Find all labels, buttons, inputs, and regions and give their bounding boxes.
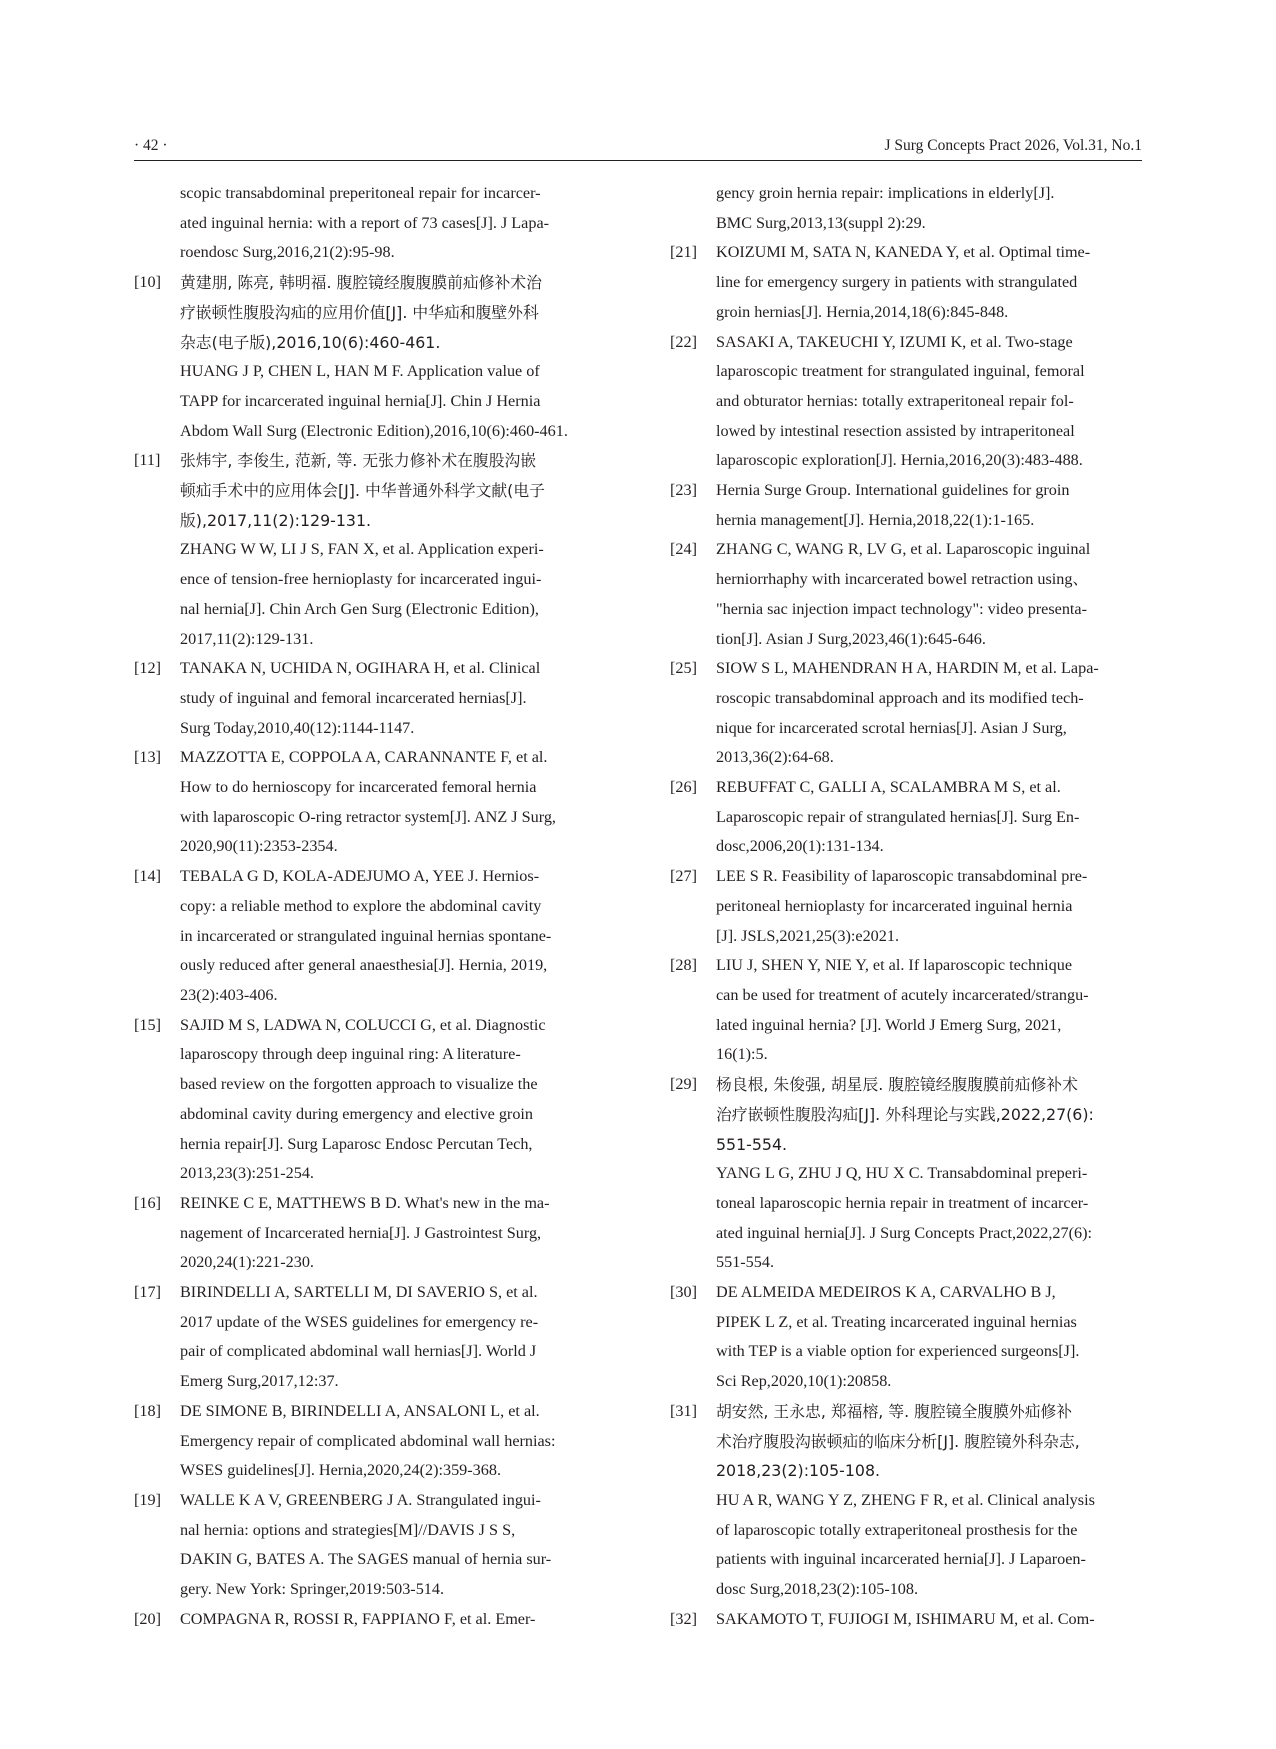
reference-number: [12] — [134, 659, 161, 678]
reference-entry — [670, 1397, 1144, 1486]
reference-text-line: DAKIN G, BATES A. The SAGES manual of hernia sur- — [180, 1550, 552, 1569]
reference-column-right — [670, 179, 1144, 1634]
reference-text-line: How to do hernioscopy for incarcerated femoral hernia — [180, 778, 537, 797]
reference-text-line: 2020,90(11):2353-2354. — [180, 837, 338, 856]
reference-text-line: TAPP for incarcerated inguinal hernia[J]. Chin J Hernia — [180, 391, 541, 410]
reference-text-line: Emergency repair of complicated abdominal wall hernias: — [180, 1431, 556, 1450]
reference-text-line: pair of complicated abdominal wall hernias[J]. World J — [180, 1342, 537, 1361]
reference-text-line: hernia management[J]. Hernia,2018,22(1):1-165. — [716, 510, 1035, 529]
reference-text-line: TEBALA G D, KOLA-ADEJUMO A, YEE J. Hernios- — [180, 867, 540, 886]
reference-text-line: 顿疝手术中的应用体会[J]. 中华普通外科学文献(电子 — [180, 481, 545, 501]
reference-text-line: BIRINDELLI A, SARTELLI M, DI SAVERIO S, et al. — [180, 1283, 538, 1302]
reference-text-line: YANG L G, ZHU J Q, HU X C. Transabdominal preperi- — [716, 1164, 1088, 1183]
reference-text-line: gency groin hernia repair: implications in elderly[J]. — [716, 184, 1055, 202]
reference-text-line: of laparoscopic totally extraperitoneal prosthesis for the — [716, 1520, 1078, 1539]
reference-text-line: 23(2):403-406. — [180, 985, 278, 1004]
reference-number: [14] — [134, 867, 161, 886]
reference-number: [11] — [134, 451, 161, 470]
reference-text-line: PIPEK L Z, et al. Treating incarcerated inguinal hernias — [716, 1312, 1077, 1331]
reference-entry — [134, 535, 612, 654]
reference-text-line: BMC Surg,2013,13(suppl 2):29. — [716, 213, 926, 232]
reference-entry — [134, 743, 612, 862]
reference-entry — [670, 1278, 1144, 1397]
reference-entry — [670, 1486, 1144, 1605]
reference-number: [15] — [134, 1015, 161, 1034]
reference-text-line: nique for incarcerated scrotal hernias[J]. Asian J Surg, — [716, 718, 1067, 737]
header-rule — [134, 160, 1142, 161]
reference-text-line: 16(1):5. — [716, 1045, 768, 1064]
reference-text-line: abdominal cavity during emergency and elective groin — [180, 1104, 534, 1123]
reference-text-line: DE SIMONE B, BIRINDELLI A, ANSALONI L, et al. — [180, 1401, 540, 1420]
reference-text-line: dosc,2006,20(1):131-134. — [716, 837, 884, 856]
reference-text-line: study of inguinal and femoral incarcerated hernias[J]. — [180, 688, 527, 707]
reference-entry — [134, 1397, 612, 1486]
reference-entry — [670, 238, 1144, 327]
reference-text-line: hernia repair[J]. Surg Laparosc Endosc Percutan Tech, — [180, 1134, 533, 1153]
reference-number: [24] — [670, 540, 697, 559]
reference-text-line: Abdom Wall Surg (Electronic Edition),2016,10(6):460-461. — [180, 421, 568, 440]
reference-entry — [134, 179, 612, 268]
reference-text-line: 杂志(电子版),2016,10(6):460-461. — [180, 332, 441, 352]
reference-entry — [670, 862, 1144, 951]
reference-text-line: SIOW S L, MAHENDRAN H A, HARDIN M, et al. Lapa- — [716, 659, 1099, 678]
reference-text-line: gery. New York: Springer,2019:503-514. — [180, 1580, 445, 1599]
reference-number: [31] — [670, 1401, 697, 1420]
reference-text-line: Surg Today,2010,40(12):1144-1147. — [180, 718, 415, 737]
reference-text-line: ated inguinal hernia[J]. J Surg Concepts Pract,2022,27(6): — [716, 1223, 1092, 1242]
reference-number: [18] — [134, 1401, 161, 1420]
reference-text-line: WALLE K A V, GREENBERG J A. Strangulated ingui- — [180, 1490, 541, 1509]
reference-text-line: nal hernia: options and strategies[M]//DAVIS J S S, — [180, 1520, 516, 1539]
journal-citation: J Surg Concepts Pract 2026, Vol.31, No.1 — [884, 137, 1142, 154]
reference-entry — [134, 1011, 612, 1189]
reference-text-line: line for emergency surgery in patients with strangulated — [716, 273, 1078, 292]
reference-text-line: Sci Rep,2020,10(1):20858. — [716, 1372, 892, 1391]
reference-number: [20] — [134, 1609, 161, 1628]
reference-text-line: WSES guidelines[J]. Hernia,2020,24(2):359-368. — [180, 1461, 501, 1480]
reference-number: [16] — [134, 1193, 161, 1212]
reference-text-line: COMPAGNA R, ROSSI R, FAPPIANO F, et al. Emer- — [180, 1609, 536, 1628]
reference-text-line: 551-554. — [716, 1134, 788, 1154]
reference-entry — [134, 1278, 612, 1397]
reference-entry — [670, 328, 1144, 477]
reference-column-left — [134, 179, 612, 1634]
reference-entry — [134, 862, 612, 1011]
reference-text-line: nagement of Incarcerated hernia[J]. J Gastrointest Surg, — [180, 1223, 542, 1242]
reference-text-line: REBUFFAT C, GALLI A, SCALAMBRA M S, et al. — [716, 778, 1061, 797]
reference-text-line: and obturator hernias: totally extraperitoneal repair fol- — [716, 391, 1074, 410]
reference-text-line: 2013,36(2):64-68. — [716, 748, 834, 767]
reference-entry — [670, 654, 1144, 773]
reference-text-line: peritoneal hernioplasty for incarcerated inguinal hernia — [716, 896, 1073, 915]
reference-entry — [134, 1486, 612, 1605]
reference-entry — [134, 268, 612, 357]
reference-entry — [670, 1605, 1144, 1635]
reference-entry — [134, 446, 612, 535]
reference-number: [22] — [670, 332, 697, 351]
reference-text-line: SAJID M S, LADWA N, COLUCCI G, et al. Diagnostic — [180, 1015, 546, 1034]
page-number: · 42 · — [134, 137, 168, 154]
reference-text-line: scopic transabdominal preperitoneal repair for incarcer- — [180, 184, 541, 202]
reference-text-line: 杨良根, 朱俊强, 胡星辰. 腹腔镜经腹腹膜前疝修补术 — [716, 1075, 1078, 1095]
reference-entry — [670, 535, 1144, 654]
reference-text-line: 2017 update of the WSES guidelines for emergency re- — [180, 1312, 539, 1331]
reference-text-line: 黄建朋, 陈亮, 韩明福. 腹腔镜经腹腹膜前疝修补术治 — [180, 273, 542, 293]
reference-text-line: laparoscopy through deep inguinal ring: A literature- — [180, 1045, 521, 1064]
reference-text-line: REINKE C E, MATTHEWS B D. What's new in the ma- — [180, 1193, 550, 1212]
reference-text-line: lated inguinal hernia? [J]. World J Emerg Surg, 2021, — [716, 1015, 1062, 1034]
reference-text-line: 2013,23(3):251-254. — [180, 1164, 314, 1183]
reference-text-line: ated inguinal hernia: with a report of 73 cases[J]. J Lapa- — [180, 213, 550, 232]
reference-text-line: herniorrhaphy with incarcerated bowel retraction using、 — [716, 570, 1089, 589]
reference-entry — [670, 773, 1144, 862]
reference-text-line: dosc Surg,2018,23(2):105-108. — [716, 1580, 919, 1599]
reference-number: [27] — [670, 867, 697, 886]
reference-number: [26] — [670, 778, 697, 797]
reference-number: [30] — [670, 1283, 697, 1302]
reference-text-line: ZHANG W W, LI J S, FAN X, et al. Application experi- — [180, 540, 544, 559]
reference-number: [19] — [134, 1490, 161, 1509]
reference-text-line: can be used for treatment of acutely incarcerated/strangu- — [716, 985, 1089, 1004]
reference-number: [23] — [670, 481, 697, 500]
reference-text-line: ZHANG C, WANG R, LV G, et al. Laparoscopic inguinal — [716, 540, 1091, 559]
reference-number: [32] — [670, 1609, 697, 1628]
reference-text-line: ously reduced after general anaesthesia[J]. Hernia, 2019, — [180, 956, 548, 975]
reference-text-line: HUANG J P, CHEN L, HAN M F. Application value of — [180, 362, 540, 381]
reference-text-line: in incarcerated or strangulated inguinal hernias spontane- — [180, 926, 552, 945]
reference-text-line: SAKAMOTO T, FUJIOGI M, ISHIMARU M, et al. Com- — [716, 1609, 1095, 1628]
reference-entry — [670, 179, 1144, 238]
reference-text-line: patients with inguinal incarcerated hernia[J]. J Laparoen- — [716, 1550, 1086, 1569]
reference-number: [28] — [670, 956, 697, 975]
reference-text-line: tion[J]. Asian J Surg,2023,46(1):645-646. — [716, 629, 986, 648]
reference-text-line: SASAKI A, TAKEUCHI Y, IZUMI K, et al. Two-stage — [716, 332, 1073, 351]
reference-text-line: based review on the forgotten approach to visualize the — [180, 1075, 538, 1094]
reference-text-line: HU A R, WANG Y Z, ZHENG F R, et al. Clinical analysis — [716, 1490, 1095, 1509]
reference-text-line: DE ALMEIDA MEDEIROS K A, CARVALHO B J, — [716, 1283, 1056, 1302]
reference-number: [29] — [670, 1075, 697, 1094]
reference-text-line: 版),2017,11(2):129-131. — [180, 510, 372, 530]
reference-text-line: toneal laparoscopic hernia repair in treatment of incarcer- — [716, 1193, 1089, 1212]
reference-entry — [134, 1189, 612, 1278]
reference-text-line: ence of tension-free hernioplasty for incarcerated ingui- — [180, 570, 542, 589]
reference-entry — [670, 1070, 1144, 1159]
reference-text-line: KOIZUMI M, SATA N, KANEDA Y, et al. Optimal time- — [716, 243, 1091, 262]
reference-text-line: 术治疗腹股沟嵌顿疝的临床分析[J]. 腹腔镜外科杂志, — [716, 1431, 1080, 1451]
reference-text-line: 张炜宇, 李俊生, 范新, 等. 无张力修补术在腹股沟嵌 — [180, 451, 537, 471]
reference-text-line: 治疗嵌顿性腹股沟疝[J]. 外科理论与实践,2022,27(6): — [716, 1104, 1094, 1124]
reference-entry — [134, 357, 612, 446]
reference-text-line: groin hernias[J]. Hernia,2014,18(6):845-848. — [716, 302, 1009, 321]
reference-text-line: with TEP is a viable option for experienced surgeons[J]. — [716, 1342, 1080, 1361]
reference-entry — [134, 654, 612, 743]
reference-text-line: 2020,24(1):221-230. — [180, 1253, 314, 1272]
reference-text-line: laparoscopic treatment for strangulated inguinal, femoral — [716, 362, 1085, 381]
reference-number: [13] — [134, 748, 161, 767]
reference-text-line: [J]. JSLS,2021,25(3):e2021. — [716, 926, 900, 945]
reference-text-line: LEE S R. Feasibility of laparoscopic transabdominal pre- — [716, 867, 1088, 886]
reference-text-line: Emerg Surg,2017,12:37. — [180, 1372, 339, 1391]
reference-text-line: TANAKA N, UCHIDA N, OGIHARA H, et al. Clinical — [180, 659, 541, 678]
reference-entry — [670, 1159, 1144, 1278]
reference-number: [21] — [670, 243, 697, 262]
reference-number: [17] — [134, 1283, 161, 1302]
reference-text-line: LIU J, SHEN Y, NIE Y, et al. If laparoscopic technique — [716, 956, 1073, 975]
reference-text-line: Laparoscopic repair of strangulated hernias[J]. Surg En- — [716, 807, 1080, 826]
reference-entry — [670, 476, 1144, 535]
reference-text-line: 551-554. — [716, 1253, 774, 1272]
reference-entry — [670, 951, 1144, 1070]
reference-text-line: laparoscopic exploration[J]. Hernia,2016,20(3):483-488. — [716, 451, 1083, 470]
reference-text-line: 胡安然, 王永忠, 郑福榕, 等. 腹腔镜全腹膜外疝修补 — [716, 1401, 1073, 1421]
reference-text-line: 2017,11(2):129-131. — [180, 629, 314, 648]
reference-text-line: nal hernia[J]. Chin Arch Gen Surg (Electronic Edition), — [180, 599, 539, 618]
reference-number: [25] — [670, 659, 697, 678]
reference-text-line: 疗嵌顿性腹股沟疝的应用价值[J]. 中华疝和腹壁外科 — [180, 302, 539, 322]
reference-text-line: lowed by intestinal resection assisted by intraperitoneal — [716, 421, 1075, 440]
reference-text-line: MAZZOTTA E, COPPOLA A, CARANNANTE F, et al. — [180, 748, 548, 767]
reference-number: [10] — [134, 273, 161, 292]
reference-text-line: copy: a reliable method to explore the abdominal cavity — [180, 896, 542, 915]
reference-text-line: "hernia sac injection impact technology": video presenta- — [716, 599, 1088, 618]
reference-text-line: Hernia Surge Group. International guidelines for groin — [716, 481, 1070, 500]
reference-text-line: with laparoscopic O-ring retractor system[J]. ANZ J Surg, — [180, 807, 556, 826]
reference-text-line: roendosc Surg,2016,21(2):95-98. — [180, 243, 395, 262]
reference-text-line: roscopic transabdominal approach and its modified tech- — [716, 688, 1084, 707]
reference-entry — [134, 1605, 612, 1635]
reference-text-line: 2018,23(2):105-108. — [716, 1461, 881, 1481]
